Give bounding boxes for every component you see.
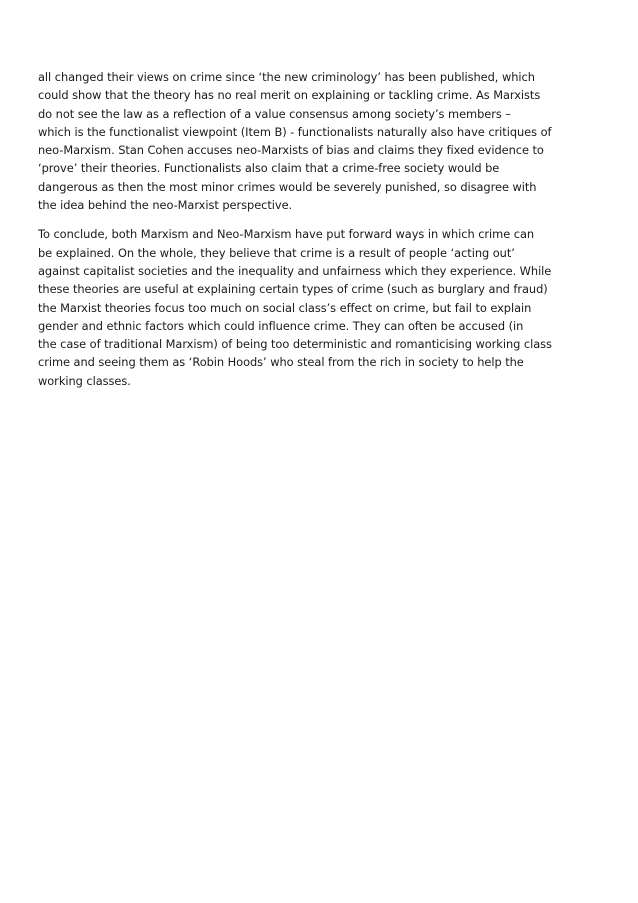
text-line: the idea behind the neo-Marxist perspective. bbox=[38, 198, 293, 213]
text-line: could show that the theory has no real merit on explaining or tackling crime. As Marxists bbox=[38, 88, 541, 103]
text-line: crime and seeing them as ‘Robin Hoods’ who steal from the rich in society to help the bbox=[38, 355, 524, 370]
text-line: working classes. bbox=[38, 373, 131, 388]
text-line: which is the functionalist viewpoint (Item B) - functionalists naturally also have critiques of bbox=[38, 124, 552, 139]
text-line: To conclude, both Marxism and Neo-Marxism have put forward ways in which crime can bbox=[38, 227, 535, 242]
paragraph-spacer bbox=[38, 214, 600, 225]
text-line: these theories are useful at explaining certain types of crime (such as burglary and fraud) bbox=[38, 282, 548, 297]
text-line: the case of traditional Marxism) of being too deterministic and romanticising working class bbox=[38, 337, 552, 352]
paragraph-conclusion bbox=[38, 225, 600, 390]
paragraph-critiques bbox=[38, 68, 600, 214]
text-line: gender and ethnic factors which could influence crime. They can often be accused (in bbox=[38, 318, 524, 333]
text-line: neo-Marxism. Stan Cohen accuses neo-Marxists of bias and claims they fixed evidence to bbox=[38, 143, 544, 158]
text-line: against capitalist societies and the inequality and unfairness which they experience. While bbox=[38, 263, 552, 278]
document-body bbox=[38, 68, 600, 390]
text-line: dangerous as then the most minor crimes would be severely punished, so disagree with bbox=[38, 179, 537, 194]
text-line: the Marxist theories focus too much on social class’s effect on crime, but fail to explain bbox=[38, 300, 532, 315]
text-line: ‘prove’ their theories. Functionalists also claim that a crime-free society would be bbox=[38, 161, 500, 176]
text-line: all changed their views on crime since ‘the new criminology’ has been published, which bbox=[38, 70, 535, 84]
text-line: be explained. On the whole, they believe that crime is a result of people ‘acting out’ bbox=[38, 245, 515, 260]
text-line: do not see the law as a reflection of a value consensus among society’s members – bbox=[38, 106, 511, 121]
